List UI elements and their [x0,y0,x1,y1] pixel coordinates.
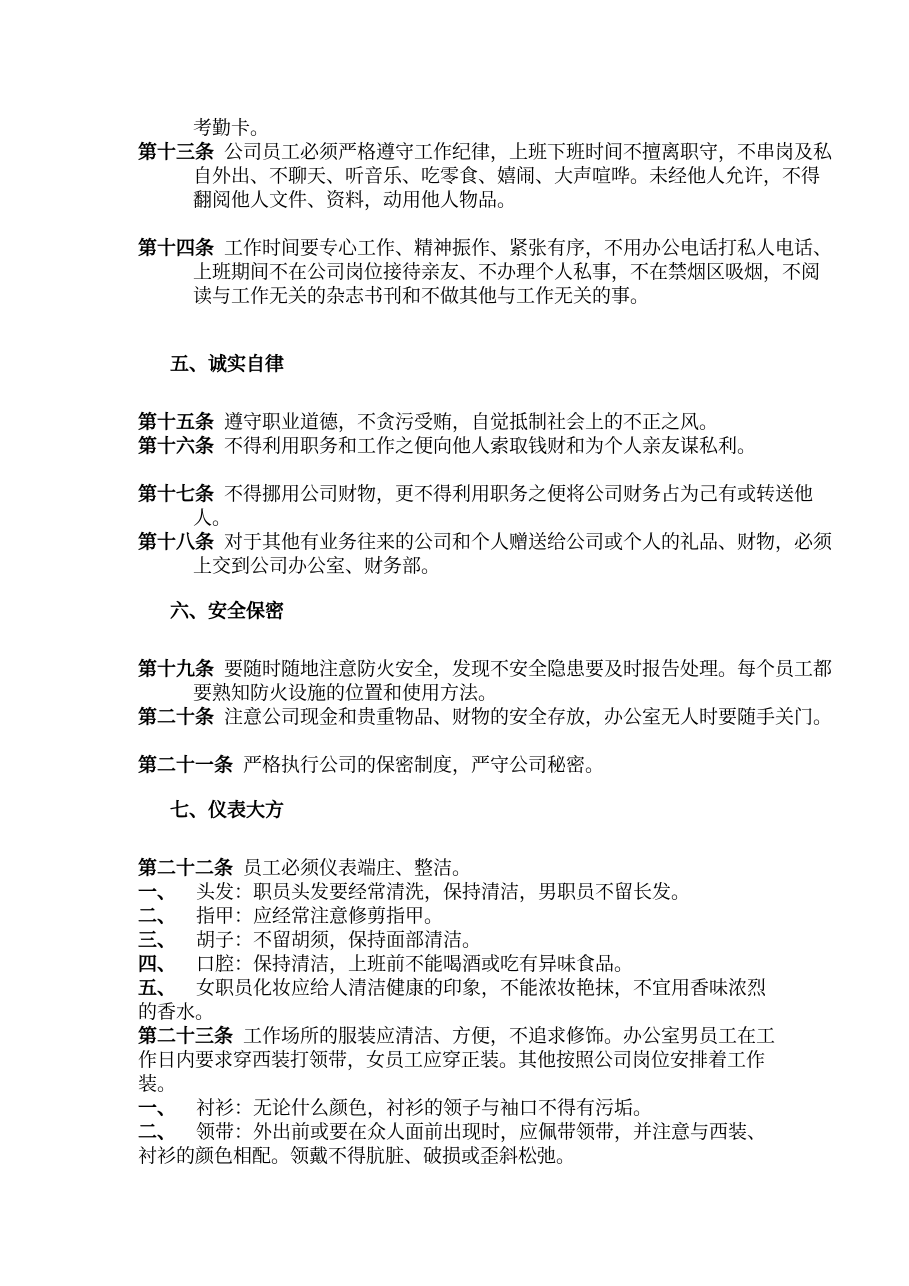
list-item [138,880,778,904]
article-number: 第二十三条 [138,1025,234,1047]
list-item [138,1120,778,1168]
article-text: 公司员工必须严格遵守工作纪律，上班下班时间不擅离职守，不串岗及私自外出、不聊天、听音乐、吃零食、嬉闹、大声喧哗。未经他人允许，不得翻阅他人文件、资料，动用他人物品。 [193,141,833,211]
article-22 [138,856,778,880]
article-text: 工作场所的服装应清洁、方便，不追求修饰。办公室男员工在工作日内要求穿西装打领带，女员工应穿正装。其他按照公司岗位安排着工作装。 [138,1025,776,1095]
list-item-text: 头发：职员头发要经常清洗，保持清洁，男职员不留长发。 [196,881,691,903]
list-item-number: 一、 [138,881,177,903]
list-item [138,1096,778,1120]
article-number: 第十五条 [138,411,215,433]
article-text: 遵守职业道德，不贪污受贿，自觉抵制社会上的不正之风。 [224,411,719,433]
list-item-number: 二、 [138,905,177,927]
article-text: 注意公司现金和贵重物品、财物的安全存放，办公室无人时要随手关门。 [224,706,833,728]
list-item [138,904,778,928]
list-item-number: 一、 [138,1097,177,1119]
list-item-text: 女职员化妆应给人清洁健康的印象，不能浓妆艳抹，不宜用香味浓烈的香水。 [138,977,767,1023]
list-item [138,928,778,952]
article-text: 工作时间要专心工作、精神振作、紧张有序，不用办公电话打私人电话、上班期间不在公司岗位接待亲友、不办理个人私事，不在禁烟区吸烟，不阅读与工作无关的杂志书刊和不做其他与工作无关的事。 [193,237,833,307]
list-item-text: 领带：外出前或要在众人面前出现时，应佩带领带，并注意与西装、衬衫的颜色相配。领戴不得肮脏、破损或歪斜松弛。 [138,1121,767,1167]
article-number: 第十八条 [138,531,215,553]
list-item-number: 五、 [138,977,177,999]
article-number: 第二十一条 [138,754,234,776]
section-heading-7: 七、仪表大方 [170,799,285,821]
article-text: 对于其他有业务往来的公司和个人赠送给公司或个人的礼品、财物，必须上交到公司办公室、财务部。 [193,531,833,577]
article-number: 第十六条 [138,435,215,457]
article-18 [138,530,833,578]
article-number: 第十九条 [138,658,215,680]
article-13 [138,140,833,212]
article-text: 不得利用职务和工作之便向他人索取钱财和为个人亲友谋私利。 [224,435,757,457]
list-item-text: 胡子：不留胡须，保持面部清洁。 [196,929,482,951]
list-item-text: 衬衫：无论什么颜色，衬衫的领子与袖口不得有污垢。 [196,1097,653,1119]
article-21 [138,753,833,777]
list-item-number: 二、 [138,1121,177,1143]
article-number: 第十四条 [138,237,215,259]
list-item-text: 口腔：保持清洁，上班前不能喝酒或吃有异味食品。 [196,953,634,975]
article-19 [138,657,833,705]
article-14 [138,236,833,308]
article-number: 第十三条 [138,141,215,163]
list-item-text: 指甲：应经常注意修剪指甲。 [196,905,444,927]
article-20 [138,705,833,729]
article-15 [138,410,833,434]
article-text: 严格执行公司的保密制度，严守公司秘密。 [243,754,605,776]
article-16 [138,434,833,458]
list-item-number: 四、 [138,953,177,975]
list-item [138,952,778,976]
section-heading-6: 六、安全保密 [170,600,285,622]
article-text: 员工必须仪表端庄、整洁。 [243,857,472,879]
section-heading-5: 五、诚实自律 [170,353,285,375]
list-item-number: 三、 [138,929,177,951]
article-text: 要随时随地注意防火安全，发现不安全隐患要及时报告处理。每个员工都要熟知防火设施的位置和使用方法。 [193,658,833,704]
article-number: 第二十条 [138,706,215,728]
article-23 [138,1024,778,1096]
article-17 [138,482,833,530]
list-item [138,976,778,1024]
article-number: 第二十二条 [138,857,234,879]
article-text: 不得挪用公司财物，更不得利用职务之便将公司财务占为己有或转送他人。 [193,483,814,529]
article-number: 第十七条 [138,483,215,505]
continuation-text: 考勤卡。 [193,117,270,139]
